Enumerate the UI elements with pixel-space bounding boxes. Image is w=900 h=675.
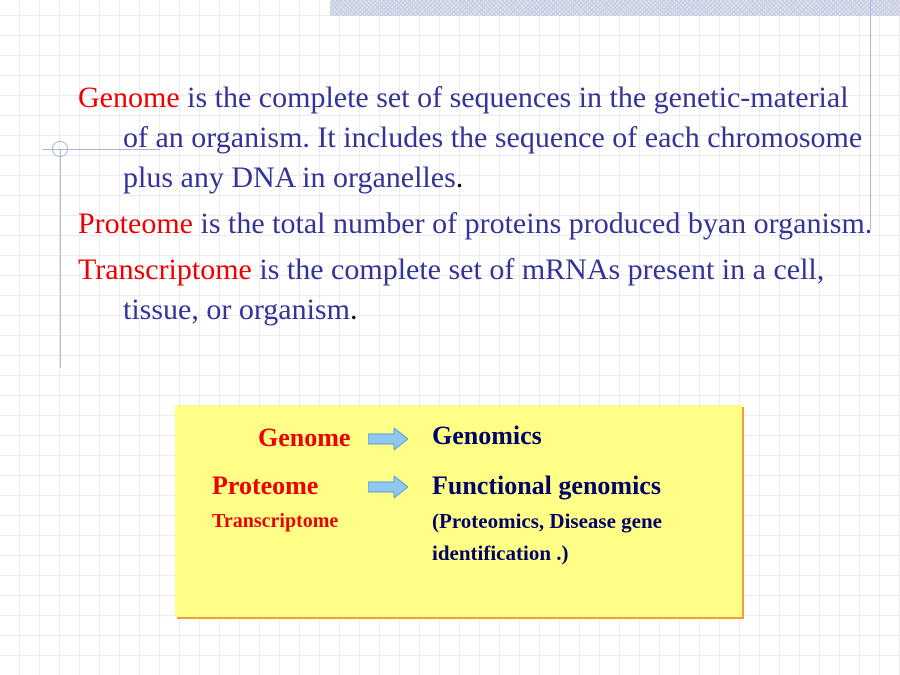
box-note-line1: (Proteomics, Disease gene [432,509,662,533]
genome-definition [78,78,878,198]
box-note-line2: identification .) [432,541,569,565]
box-genome-label: Genome [258,423,351,452]
box-genomics-label: Genomics [432,421,542,450]
box-functional-genomics-label: Functional genomics [432,471,661,500]
definition-list [78,78,878,336]
transcriptome-definition [78,250,878,330]
proteome-term: Proteome [78,207,193,240]
box-proteome-label: Proteome [212,471,319,500]
transcriptome-term: Transcriptome [78,253,252,286]
proteome-definition-text: is the total number of proteins produced byan organism. [192,207,873,240]
genome-term: Genome [78,81,180,114]
genome-definition-period: . [455,161,464,194]
box-transcriptome-label: Transcriptome [212,510,339,532]
top-decorative-band [330,0,900,16]
right-arrow-icon [368,476,408,498]
rule-circle-ornament [52,141,68,157]
right-arrow-icon [368,428,408,450]
transcriptome-definition-period: . [349,293,358,326]
proteome-definition [78,204,878,244]
genome-definition-text: is the complete set of sequences in the genetic-material of an organism. It includes the sequence of each chromosome plus any DNA in organelles [123,81,863,194]
left-vertical-rule [60,150,61,368]
summary-box [175,405,742,617]
transcriptome-definition-text: is the complete set of mRNAs present in a cell, tissue, or organism [123,253,825,326]
